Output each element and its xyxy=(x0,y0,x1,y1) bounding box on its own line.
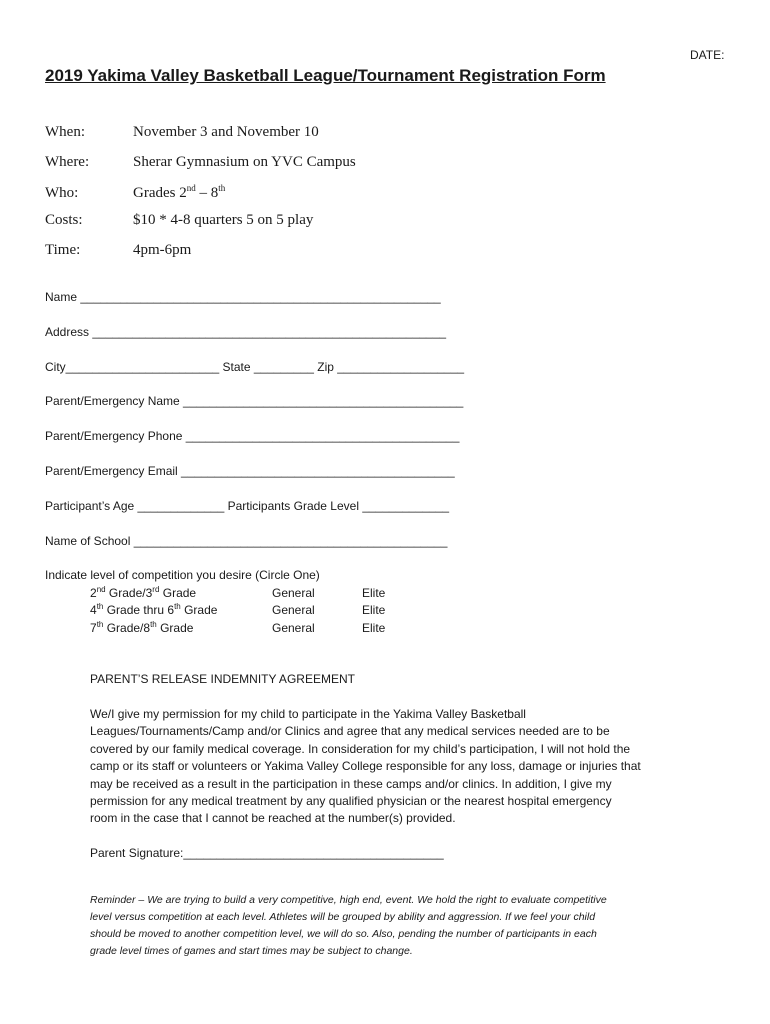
when-key: When: xyxy=(45,124,85,140)
reminder-line: level versus competition at each level. Athletes will be grouped by ability and aggression. If we feel your child xyxy=(90,911,596,923)
elite-option[interactable]: Elite xyxy=(362,586,386,600)
info-when xyxy=(45,124,319,141)
agreement-text xyxy=(90,706,685,828)
competition-row xyxy=(90,585,385,600)
reminder-note xyxy=(90,892,680,960)
competition-row xyxy=(90,602,385,617)
time-value: 4pm-6pm xyxy=(133,242,192,258)
agreement-line: room in the case that I cannot be reached at the number(s) provided. xyxy=(90,811,456,826)
parent-name-field[interactable]: Parent/Emergency Name __________________________________________ xyxy=(45,394,464,408)
name-field[interactable]: Name ______________________________________________________ xyxy=(45,290,441,304)
agreement-line: permission for any medical treatment by any qualified physician or the nearest hospital emergency xyxy=(90,794,612,809)
costs-value: $10 * 4-8 quarters 5 on 5 play xyxy=(133,212,314,228)
when-value: November 3 and November 10 xyxy=(133,124,319,140)
agreement-line: Leagues/Tournaments/Camp and/or Clinics and agree that any medical services needed are to be xyxy=(90,724,610,739)
reminder-line: should be moved to another competition level, we will do so. Also, pending the number of participants in each xyxy=(90,928,597,940)
parent-email-field[interactable]: Parent/Emergency Email _________________________________________ xyxy=(45,464,455,478)
city-state-zip-field[interactable]: City_______________________ State _________ Zip ___________________ xyxy=(45,360,465,374)
agreement-title: PARENT’S RELEASE INDEMNITY AGREEMENT xyxy=(90,672,355,686)
general-option[interactable]: General xyxy=(272,621,315,635)
page-title: 2019 Yakima Valley Basketball League/Tournament Registration Form xyxy=(45,66,606,85)
elite-option[interactable]: Elite xyxy=(362,621,386,635)
info-costs xyxy=(45,212,313,229)
agreement-line: camp or its staff or volunteers or Yakima Valley College responsible for any loss, damage or injuries that xyxy=(90,759,641,774)
grade-range: 4th Grade thru 6th Grade xyxy=(90,602,218,617)
address-field[interactable]: Address _____________________________________________________ xyxy=(45,325,447,339)
who-sup-a: nd xyxy=(186,183,196,193)
info-who xyxy=(45,183,225,202)
school-field[interactable]: Name of School _______________________________________________ xyxy=(45,534,448,548)
general-option[interactable]: General xyxy=(272,603,315,617)
reminder-line: grade level times of games and start times may be subject to change. xyxy=(90,945,413,957)
time-key: Time: xyxy=(45,242,81,258)
where-key: Where: xyxy=(45,154,90,170)
general-option[interactable]: General xyxy=(272,586,315,600)
age-grade-field[interactable]: Participant’s Age _____________ Participants Grade Level _____________ xyxy=(45,499,450,513)
elite-option[interactable]: Elite xyxy=(362,603,386,617)
agreement-line: may be received as a result in the participation in these camps and/or clinics. In addition, I give my xyxy=(90,776,612,791)
where-value: Sherar Gymnasium on YVC Campus xyxy=(133,154,356,170)
agreement-line: We/I give my permission for my child to participate in the Yakima Valley Basketball xyxy=(90,707,526,721)
reminder-line: Reminder – We are trying to build a very competitive, high end, event. We hold the right to evaluate competitive xyxy=(90,894,607,906)
grade-range: 2nd Grade/3rd Grade xyxy=(90,585,197,600)
agreement-line: covered by our family medical coverage. In consideration for my child’s participation, I will not hold the xyxy=(90,741,631,756)
competition-row xyxy=(90,620,385,635)
signature-field[interactable]: Parent Signature:_______________________________________ xyxy=(90,846,444,860)
who-sup-b: th xyxy=(218,183,226,193)
costs-key: Costs: xyxy=(45,212,83,228)
who-key: Who: xyxy=(45,185,79,201)
info-time xyxy=(45,242,191,259)
date-label: DATE: xyxy=(690,48,725,62)
grade-range: 7th Grade/8th Grade xyxy=(90,620,194,635)
who-value-b: – 8 xyxy=(195,185,219,201)
parent-phone-field[interactable]: Parent/Emergency Phone _________________________________________ xyxy=(45,429,460,443)
competition-intro: Indicate level of competition you desire (Circle One) xyxy=(45,568,320,582)
info-where xyxy=(45,154,356,171)
who-value-a: Grades 2 xyxy=(133,185,187,201)
